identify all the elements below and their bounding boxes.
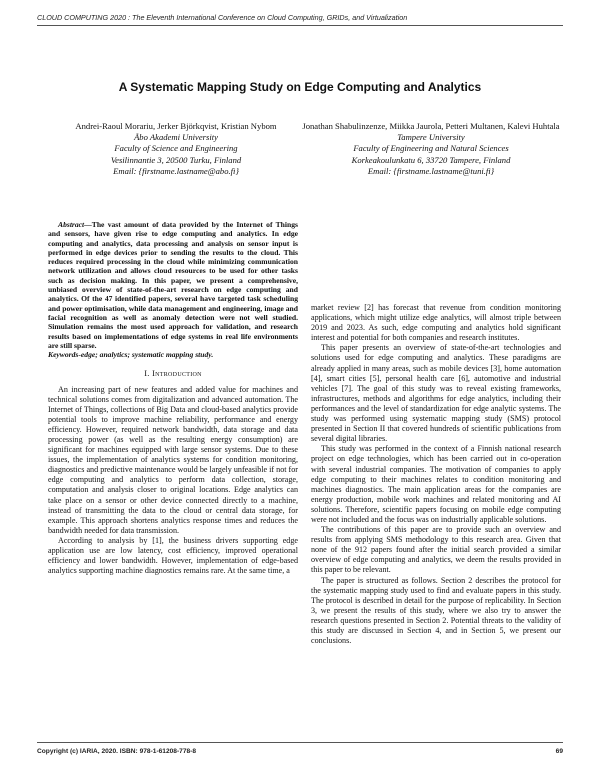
email-left: Email: {firstname.lastname@abo.fi} [113, 165, 239, 176]
paper-title: A Systematic Mapping Study on Edge Computing and Analytics [118, 80, 482, 94]
author-block-left [50, 121, 302, 177]
address-right: Korkeakoulunkatu 6, 33720 Tampere, Finland [351, 154, 511, 165]
right-column [311, 303, 561, 646]
author-names-right: Jonathan Shabulinzenze, Miikka Jaurola, Petteri Multanen, Kalevi Huhtala [302, 121, 560, 131]
email-right: Email: {firstname.lastname@tuni.fi} [367, 165, 495, 176]
right-paragraph-3: This study was performed in the context of a Finnish national research project on edge technologies, which has been carried out in co-operation with several industrial companies. The motivation of companies to apply edge computing to their machines relates to condition monitoring and machines diagnostics. The main application areas for the companies are energy production, mobile work machines and related monitoring and AI solutions. Therefore, scientific papers focusing on mobile edge computing were not included and the focus was on industrially applicable solutions. [311, 444, 561, 524]
footer-rule [37, 742, 563, 743]
keywords: Keywords-edge; analytics; systematic mapping study. [48, 350, 214, 360]
running-head: CLOUD COMPUTING 2020 : The Eleventh International Conference on Cloud Computing, GRIDs, and Virtualization [37, 13, 408, 22]
abstract-text: —The vast amount of data provided by the Internet of Things and sensors, have given rise to edge computing and analytics. In edge computing and analytics, data processing and analysis on sensor input is performed in edge devices prior to sending the results to the cloud. This reduces required processing in the cloud while minimizing communication network utilization and allows cloud resources to be used for other tasks such as decision making. In this paper, we present a comprehensive, unbiased overview of state-of-the-art research on edge computing and analytics. Of the 47 identified papers, several have targeted task scheduling and power optimisation, while data management and engineering, image and facial recognition as well as anomaly detection were not well studied. Simulation remains the most used approach for validation, and research results based on implementations of edge systems in real life environments are still sparse. [48, 220, 298, 350]
university-right: Tampere University [397, 132, 465, 143]
right-paragraph-5: The paper is structured as follows. Section 2 describes the protocol for the systematic mapping study used to find and evaluate papers in this study. The protocol is described in detail for the purpose of replicability. In Section 3, we present the results of this study, where we also try to answer the research questions presented in Section 2. Potential threats to the validity of this study are discussed in Section 4, and in Section 5, we present our conclusions. [311, 575, 561, 646]
header-rule [37, 25, 563, 26]
left-column [48, 220, 298, 576]
right-paragraph-1: market review [2] has forecast that revenue from condition monitoring applications, which might utilize edge analytics, will almost triple between 2019 and 2023. As such, edge computing and analytics hold significant interest and potential for both companies and research institutes. [311, 303, 561, 343]
abstract [48, 220, 298, 350]
footer-copyright: Copyright (c) IARIA, 2020. ISBN: 978-1-61208-778-8 [37, 748, 197, 755]
right-paragraph-2: This paper presents an overview of state-of-the-art technologies and solutions used for edge computing and analytics. These paradigms are already applied in many areas, such as mobile devices [3], home automation [4], smart cities [5], personal health care [6], automotive and industrial vehicles [7]. The goal of this study was to reveal existing frameworks, infrastructures, methods and algorithms for edge analytics, including their performances and the level of standardization for edge analytic systems. The study was performed using systematic mapping study (SMS) protocol presented in Section II that covered hundreds of scientific publications from several digital libraries. [311, 343, 561, 444]
section-heading-introduction: I. Introduction [144, 369, 202, 379]
right-paragraph-4: The contributions of this paper are to provide such an overview and results from applying SMS methodology to this research area. Given that none of the 912 papers found after the initial search provided a similar overview of edge computing and analytics, we deem the results provided in this paper to be relevant. [311, 525, 561, 575]
page-number: 69 [555, 748, 563, 755]
address-left: Vesilinnantie 3, 20500 Turku, Finland [110, 154, 242, 165]
faculty-left: Faculty of Science and Engineering [114, 143, 238, 154]
author-block-right [300, 121, 562, 177]
intro-paragraph-1: An increasing part of new features and added value for machines and technical solutions comes from digitalization and advanced automation. The Internet of Things, collections of Big Data and cloud-based analytics provide potential tools to improve machine reliability, performance and energy efficiency. However, required network bandwidth, data storage and data processing power (as well as the resulting energy consumption) are significant for machines equipped with large sensor systems. Due to these issues, the implementation of analytics systems for condition monitoring, diagnostics and predictive maintenance would be largely unfeasible if not for edge computing and analytics to perform data collection, storage, computation and analysis closer to original locations. Edge analytics can take place on a sensor or other device connected directly to a machine, instead of transmitting the data to the cloud or central data storage, for example. This approach shortens analytics response times and reduces the bandwidth needed for data transmission. [48, 384, 298, 535]
intro-paragraph-2: According to analysis by [1], the business drivers supporting edge application use are low latency, cost efficiency, improved operational efficiency and lower bandwidth. However, implementation of edge-based analytics supporting machine diagnostics remains rare. At the same time, a [48, 535, 298, 576]
author-names-left: Andrei-Raoul Morariu, Jerker Björkqvist, Kristian Nybom [75, 121, 277, 131]
faculty-right: Faculty of Engineering and Natural Sciences [353, 143, 509, 154]
abstract-label: Abstract [58, 220, 85, 229]
university-left: Åbo Akademi University [134, 132, 218, 143]
